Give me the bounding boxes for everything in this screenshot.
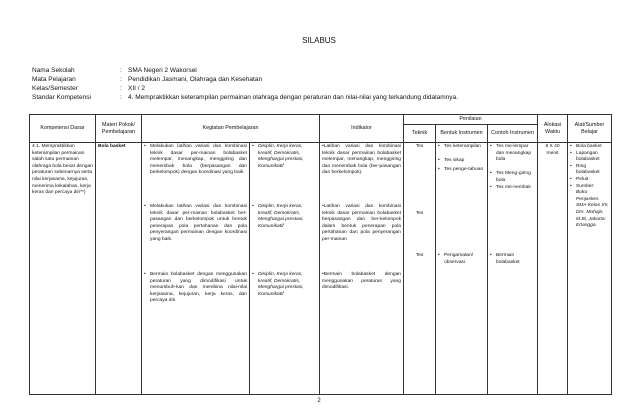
sumber-text: Buku Penjaskes SMA Kelas XII, Drs. Muhajir, M.Bi, Jakarta: Erlangga. [576, 190, 609, 229]
cell-alokasi: 8 X 40 menit [538, 143, 568, 395]
cell-kegiatan [142, 143, 250, 395]
header-kompetensi-dasar: Kompetensi Dasar [30, 115, 96, 143]
meta-colon: : [120, 85, 122, 92]
list-item: • Bola basket [570, 144, 602, 149]
meta-colon: : [120, 76, 122, 83]
list-item: • Tes me-lempar dan menangkap bola [490, 144, 532, 163]
list-item: •Bermain bolabasket dengan menggunakan peraturan yang dimodifikasi. [322, 272, 402, 291]
cell-materi: Bola basket [96, 143, 142, 395]
meta-key: Mata Pelajaran [32, 76, 76, 83]
list-item: • Tes Meng-giring bola [490, 171, 531, 183]
header-alat: Alat/Sumber Belajar [568, 115, 612, 143]
list-item: • Tes sikap [438, 158, 465, 163]
list-item: • Bermain bolabasket [490, 253, 520, 265]
header-bentuk: Bentuk Instrumen [436, 125, 488, 143]
cell-alat [568, 143, 612, 395]
header-teknik: Teknik [404, 125, 436, 143]
syllabus-table [29, 114, 612, 395]
meta-key: Nama Sekolah [32, 67, 75, 74]
list-item: • Melakukan latihan variasi dan kombinasi teknik dasar per-mainan bolabasket melempar, menangkap, menggiring dan menembak bola (berpasangan dan berkelompok) dengan koordinasi yang baik. [144, 144, 247, 176]
header-contoh: Contoh Instrumen [488, 125, 538, 143]
meta-row [32, 75, 458, 84]
meta-row [32, 84, 458, 93]
header-kegiatan: Kegiatan Pembelajaran [142, 115, 320, 143]
list-item: •Latihan variasi dan kombinasi teknik dasar permainan bolabasket berpasangan dan ber-kelompok dalam bentuk penerapan pola pertahanan dan pola penyerangan per-mainan [322, 204, 402, 242]
meta-colon: : [120, 67, 122, 74]
teknik-item: Tes [415, 144, 424, 149]
header-materi: Materi Pokok/ Pembelajaran [96, 115, 142, 143]
header-alokasi: Alokasi Waktu [538, 115, 568, 143]
list-item: • Pengamatan/ observasi [438, 253, 474, 265]
syllabus-meta [32, 66, 458, 102]
teknik-item: Tes [415, 211, 424, 216]
list-item: •Latihan variasi dan kombinasi teknik dasar permainan bolabasket melempar, menangkap, menggiring dan menembak bola (ber-pasangan dan berkelompok). [322, 144, 402, 176]
list-item: • Bermain bolabasket dengan menggunakan peraturan yang dimodifikasi untuk menumbuh-kan dan membina nilai-nilai kerjasama, kejujuran, kerja keras, dan percaya diri. [144, 272, 247, 304]
cell-nilai-karakter [250, 143, 320, 395]
list-item: • Peluit [570, 176, 589, 182]
list-item: • Ring bolabasket [570, 163, 600, 176]
cell-contoh [488, 143, 538, 395]
list-item: • Disiplin, Kerja keras, kreatif, Demokratis, Menghargai prestasi, Komunikatif [252, 144, 304, 169]
list-item: • Disiplin, Kerja keras, kreatif, Demokratis, Menghargai prestasi, Komunikatif [252, 204, 304, 229]
list-item: • Melakukan latihan variasi dan kombinasi teknik dasar per-mainan bolabasket ber-pasangan dan berkelompok untuk bentuk penerapan pola pertahanan dan pola penyerangan permainan dengan koordinasi yang baik. [144, 204, 247, 242]
cell-kompetensi-dasar: 4.1. Mempraktikkan keterampilan permainan salah satu permainan olahraga bola besar dengan peraturan sebenarnya serta nilai kerjasama, kejujuran, menerima kekalahan, kerja keras dan percaya diri**) [30, 143, 96, 395]
meta-row [32, 66, 458, 75]
meta-value: SMA Negeri 2 Wakorsel [128, 67, 197, 74]
cell-teknik [404, 143, 436, 395]
list-item: • Lapangan bolabasket [570, 150, 600, 163]
page-number: 2 [317, 398, 321, 404]
meta-key: Standar Kompetensi [32, 94, 91, 101]
meta-value: 4. Mempraktikkan keterampilan permainan olahraga dengan peraturan dan nilai-nilai yang terkandung didalamnya. [128, 94, 458, 101]
list-item: • Tes keterampilan [438, 144, 481, 149]
list-item: • Tes me-nembak [490, 185, 531, 190]
list-item: • Sumber: [570, 183, 595, 189]
meta-value: Pendidikan Jasmani, Olahraga dan Kesehatan [128, 76, 263, 83]
header-indikator: Indikator [320, 115, 404, 143]
list-item: • Tes penge-tahuan [438, 167, 484, 172]
cell-indikator [320, 143, 404, 395]
document-title: SILABUS [302, 36, 336, 45]
meta-row [32, 93, 458, 102]
header-penilaian: Penilaian [404, 115, 538, 125]
meta-key: Kelas/Semester [32, 85, 78, 92]
meta-colon: : [120, 94, 122, 101]
teknik-item: Tes [415, 253, 424, 258]
list-item: • Disiplin, Kerja keras, kreatif, Demokratis, Menghargai prestasi, Komunikatif [252, 272, 304, 297]
cell-bentuk [436, 143, 488, 395]
meta-value: XII / 2 [128, 85, 145, 92]
